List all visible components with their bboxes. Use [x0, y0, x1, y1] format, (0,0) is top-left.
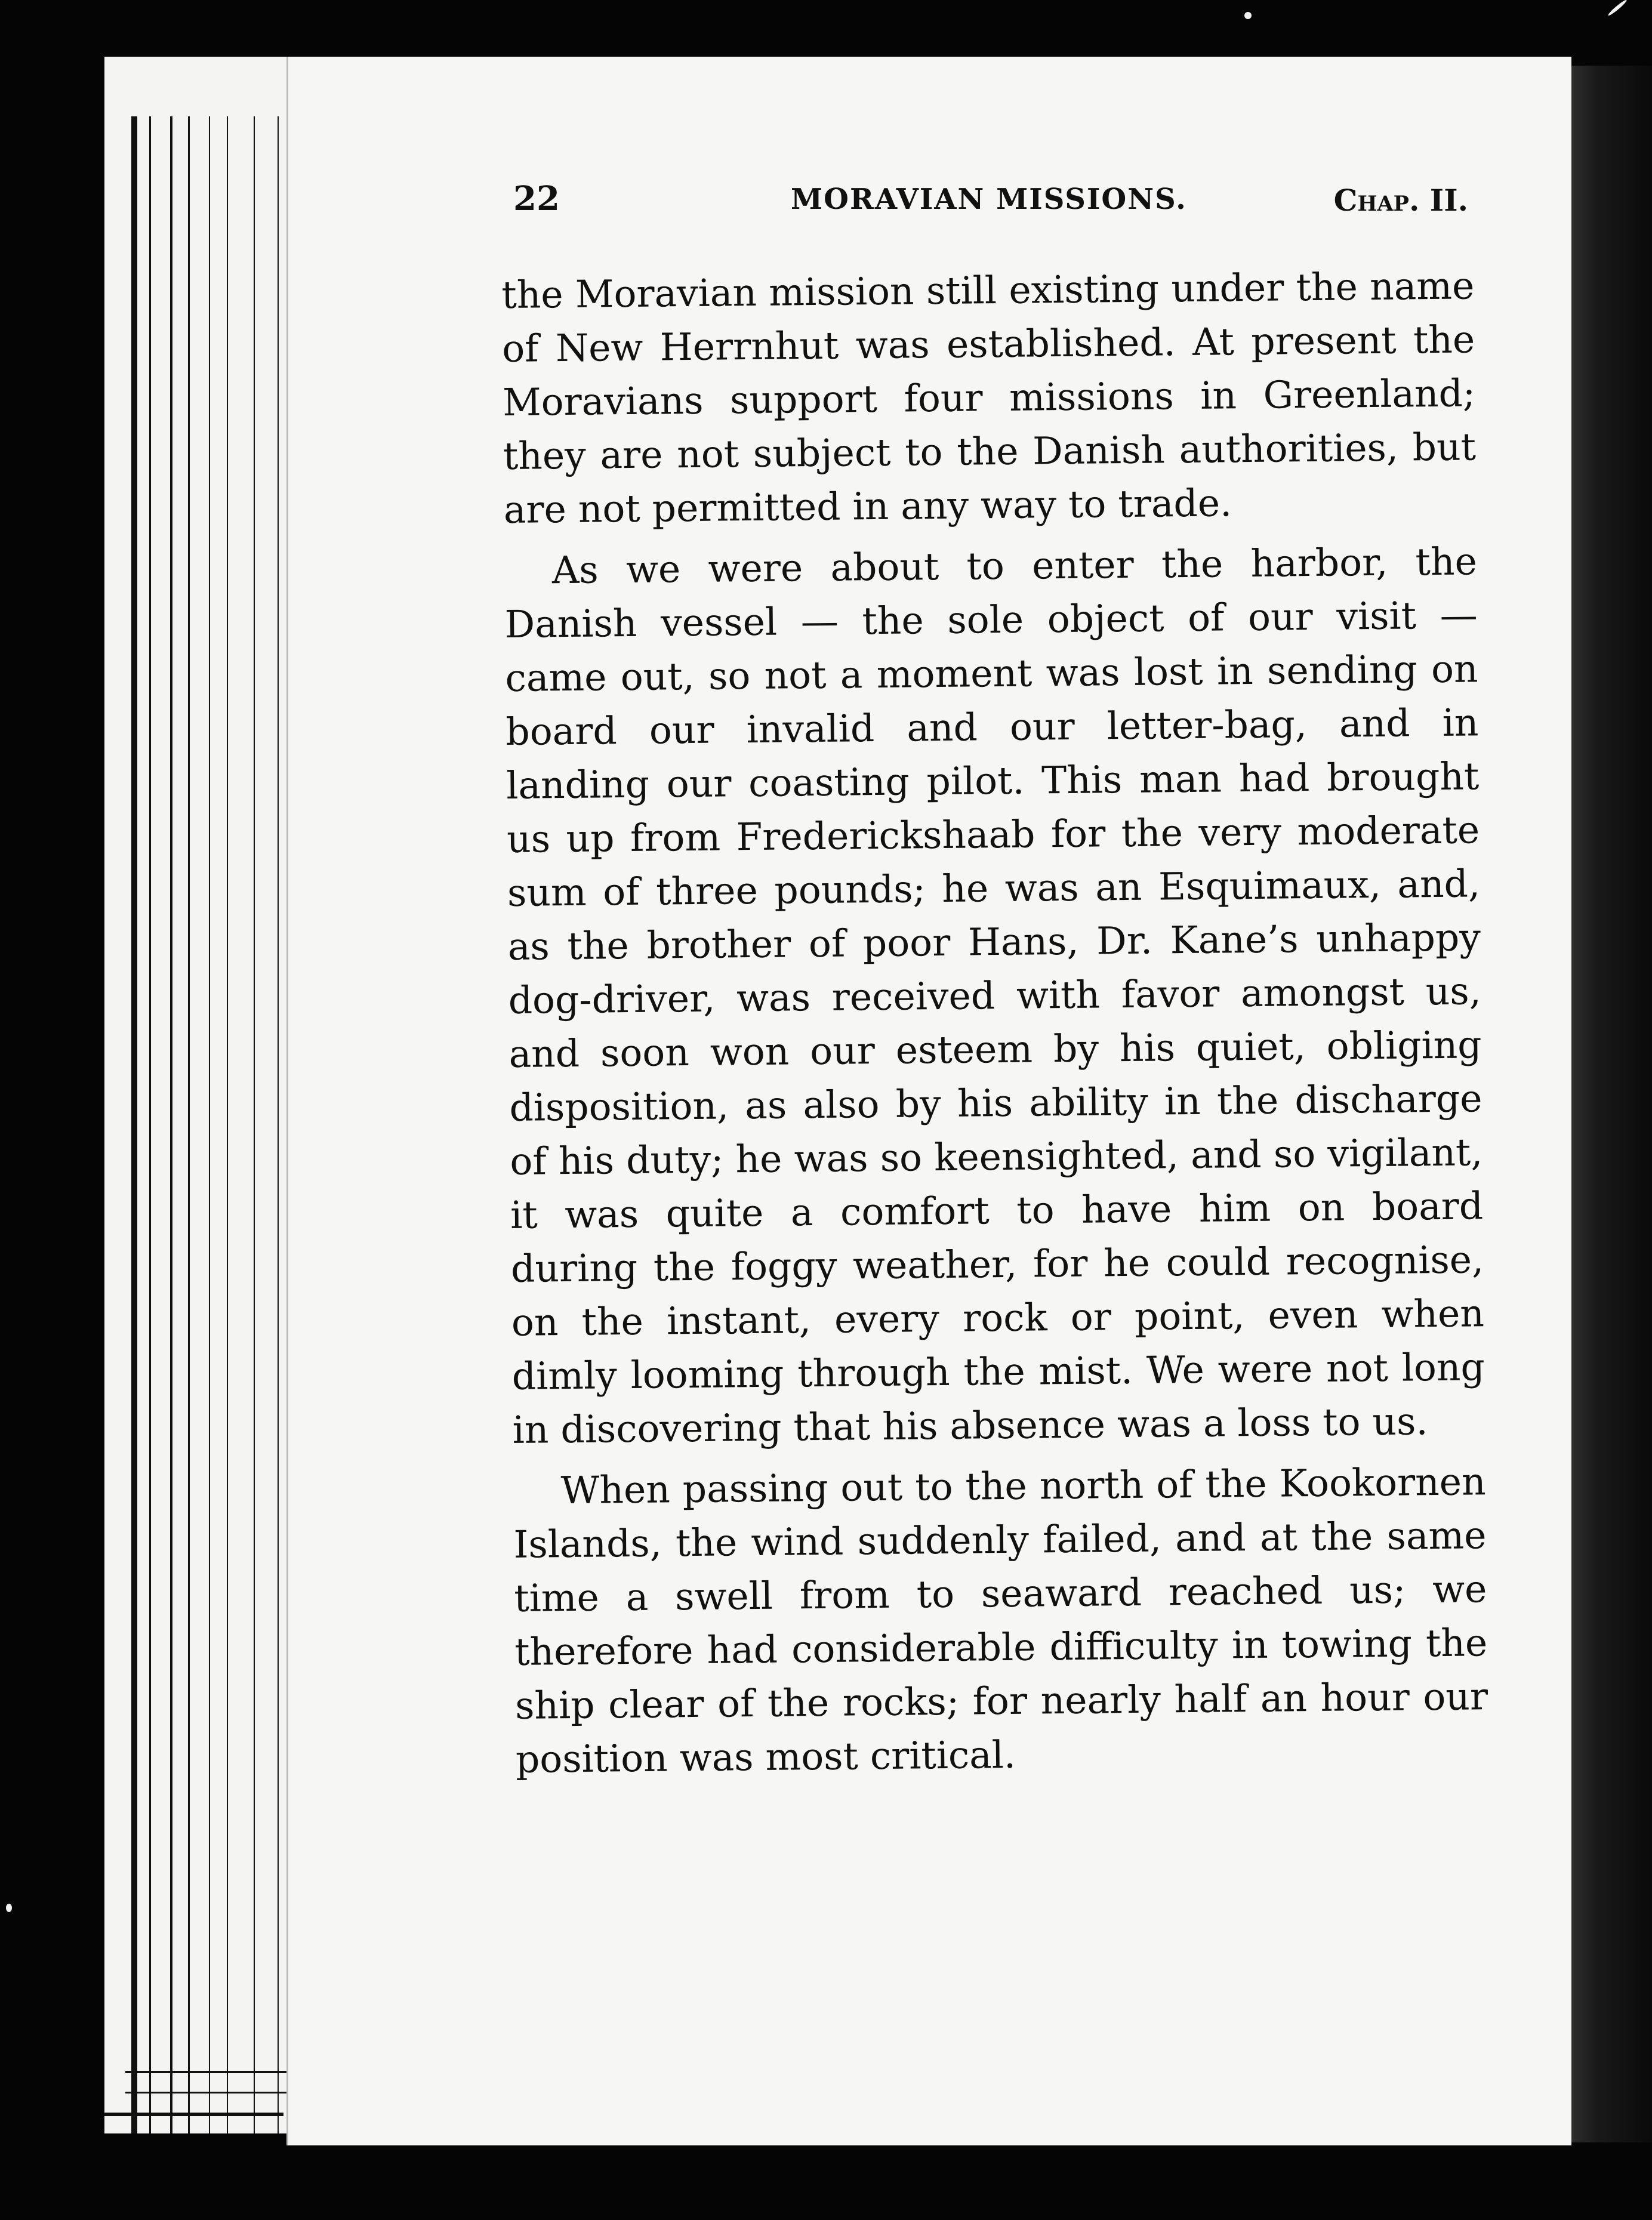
page-edge-line — [131, 116, 137, 2133]
page-edge-line — [209, 116, 210, 2133]
page-edge-line — [149, 116, 151, 2133]
page-edge-bottom — [125, 2092, 298, 2093]
chapter-label: Chap. II. — [1333, 183, 1468, 218]
paragraph: the Moravian mission still existing under the name of New Herrnhut was established. At present the Moravians support four missions in Greenland; they are not subject to the Danish authorities, but are not permitted in any way to trade. — [501, 264, 1477, 532]
page-edge-line — [170, 116, 172, 2133]
book-right-edge — [1558, 66, 1652, 2142]
running-header — [513, 179, 1468, 233]
page-edge-line — [227, 116, 228, 2133]
body-text — [501, 259, 1488, 1794]
page-edge-line — [278, 116, 279, 2133]
running-title: MORAVIAN MISSIONS. — [791, 183, 1187, 216]
page-number: 22 — [513, 179, 560, 218]
paragraph: When passing out to the north of the Kookornen Islands, the wind suddenly failed, and at the same time a swell from to seaward reached us; we therefore had considerable difficulty in towing the ship clear of the rocks; for nearly half an hour our position was most critical. — [513, 1460, 1488, 1781]
page-edge-line — [254, 116, 255, 2133]
scan-speck — [6, 1904, 12, 1912]
page-edge-line — [188, 116, 190, 2133]
paragraph: As we were about to enter the harbor, the Danish vessel — the sole object of our visit — came out, so not a moment was lost in sending on board our invalid and our letter-bag, and in landing our coasting pilot. This man had brought us up from Frederickshaab for the very moderate sum of three pounds; he was an Esquimaux, and, as the brother of poor Hans, Dr. Kane’s unhappy dog-driver, was received with favor amongst us, and soon won our esteem by his quiet, obliging disposition, as also by his ability in the discharge of his duty; he was so keensighted, and so vigilant, it was quite a comfort to have him on board during the foggy weather, for he could recognise, on the instant, every rock or point, even when dimly looming through the mist. We were not long in discovering that his absence was a loss to us. — [504, 539, 1485, 1452]
page-edge-bottom — [125, 2071, 298, 2073]
scan-speck — [1607, 0, 1628, 17]
page-edge-bottom — [104, 2113, 283, 2116]
scan-speck — [1244, 12, 1252, 19]
